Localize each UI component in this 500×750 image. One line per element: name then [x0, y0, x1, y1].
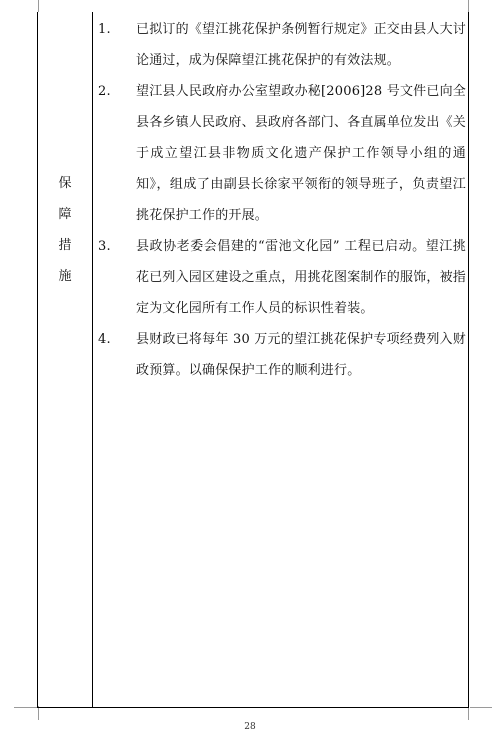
page-number: 28	[244, 722, 256, 732]
crop-mark-top-right	[468, 0, 481, 12]
crop-mark-top-left	[26, 0, 39, 12]
measure-item-number: 1.	[98, 22, 111, 37]
crop-mark-bottom-right-horizontal	[470, 707, 492, 708]
section-label-char: 保	[58, 176, 72, 191]
measure-item-text: 县政协老委会倡建的“雷池文化园” 工程已启动。望江挑花已列入园区建设之重点，用挑花图案制作的服饰，被指定为文化园所有工作人员的标识性着装。	[136, 239, 467, 316]
section-label-char: 障	[58, 207, 72, 222]
measure-item-4	[98, 324, 466, 386]
measure-item-number: 4.	[98, 332, 111, 347]
measure-item-text: 县财政已将每年 30 万元的望江挑花保护专项经费列入财政预算。以确保保护工作的顺利进行。	[136, 332, 466, 378]
crop-mark-bottom-left-horizontal	[14, 707, 38, 708]
section-label-cell	[38, 168, 92, 292]
measure-item-text: 已拟订的《望江挑花保护条例暂行规定》正交由县人大讨论通过，成为保障望江挑花保护的有效法规。	[136, 22, 467, 68]
measures-content-cell	[98, 14, 466, 386]
measure-item-2	[98, 76, 466, 231]
measure-item-number: 3.	[98, 239, 111, 254]
measure-item-text: 望江县人民政府办公室望政办秘[2006]28 号文件已向全县各乡镇人民政府、县政府各部门、各直属单位发出《关于成立望江县非物质文化遗产保护工作领导小组的通知》，组成了由副县长徐家平领衔的领导班子，负责望江挑花保护工作的开展。	[136, 84, 467, 223]
section-label-char: 措	[58, 238, 72, 253]
measure-item-1	[98, 14, 466, 76]
measure-item-number: 2.	[98, 84, 111, 99]
section-label-char: 施	[58, 269, 72, 284]
table-column-divider	[92, 12, 93, 708]
crop-mark-bottom-left	[26, 706, 39, 720]
measure-item-3	[98, 231, 466, 324]
crop-mark-bottom-right	[468, 706, 481, 720]
